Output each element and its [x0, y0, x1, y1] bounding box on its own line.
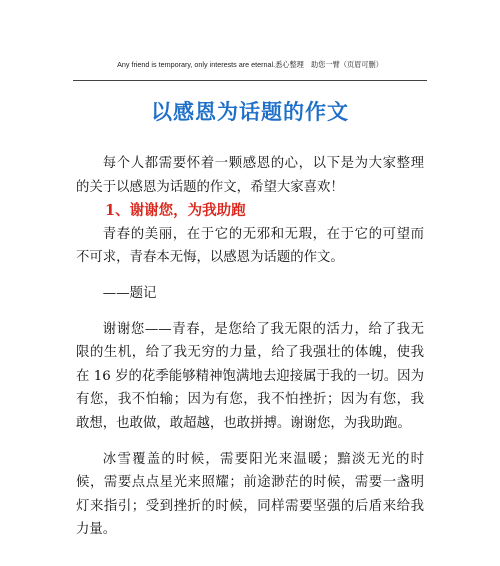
paragraph-3: 冰雪覆盖的时候，需要阳光来温暖；黯淡无光的时候，需要点点星光来照耀；前途渺茫的时候，需要一盏明灯来指引；受到挫折的时候，同样需要坚强的后盾来给我力量。	[76, 451, 424, 538]
header-divider	[73, 80, 427, 81]
paragraph-1: 青春的美丽，在于它的无邪和无瑕，在于它的可望而不可求，青春本无悔，以感恩为话题的作文。	[76, 226, 424, 266]
document-body	[76, 152, 424, 542]
signature-line: ——题记	[102, 285, 157, 301]
section-heading: 1、谢谢您，为我助跑	[105, 202, 246, 220]
intro-paragraph: 每个人都需要怀着一颗感恩的心，以下是为大家整理的关于以感恩为话题的作文，希望大家喜欢！	[76, 156, 424, 195]
page-header: Any friend is temporary, only interests are eternal.悉心整理 助您一臂（页眉可删）	[117, 60, 383, 69]
paragraph-2: 谢谢您——青春，是您给了我无限的活力，给了我无限的生机，给了我无穷的力量，给了我强壮的体魄，使我在 16 岁的花季能够精神饱满地去迎接属于我的一切。因为有您，我不怕输；因为有您，我不怕挫折；因为有您，我敢想，也敢做，敢超越，也敢拼搏。谢谢您，为我助跑。	[76, 321, 424, 431]
document-title: 以感恩为话题的作文	[151, 99, 349, 124]
